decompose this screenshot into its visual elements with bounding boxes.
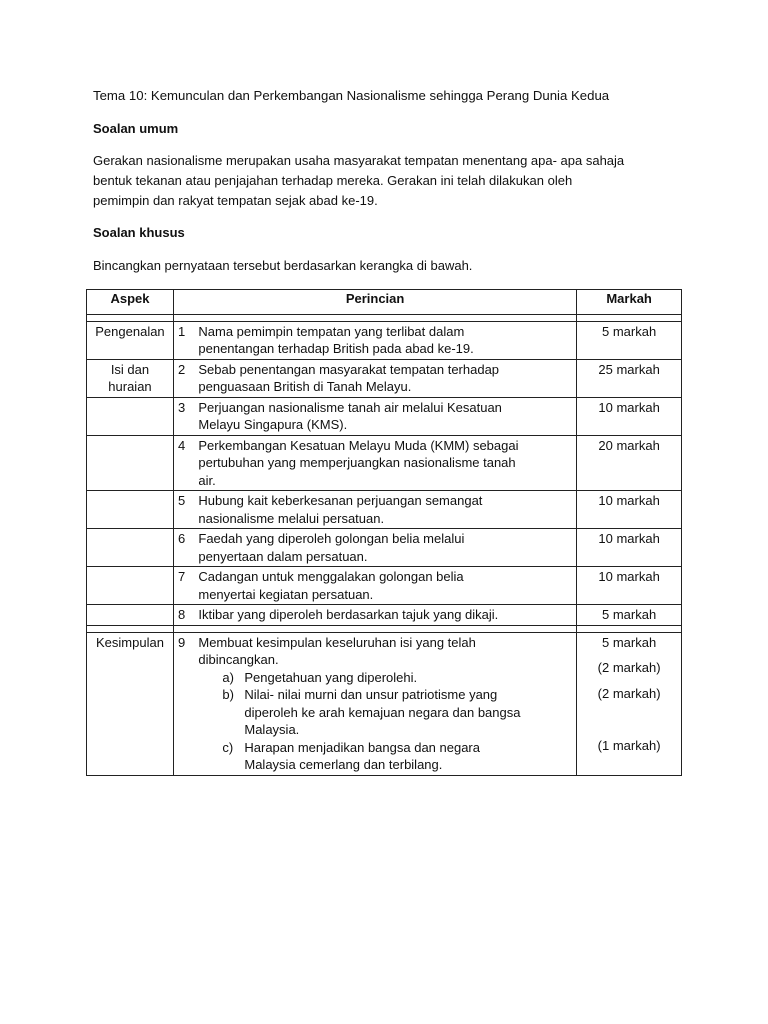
row-number: 7 <box>173 567 194 605</box>
sub-item <box>198 686 572 739</box>
perincian-line: Faedah yang diperoleh golongan belia melalui <box>198 531 465 546</box>
perincian-cell <box>194 435 576 491</box>
aspek-cell: Pengenalan <box>87 321 174 359</box>
perincian-line: Melayu Singapura (KMS). <box>198 417 348 432</box>
markah-cell: 5 markah <box>577 321 682 359</box>
table-row <box>87 321 682 359</box>
sub-item-text <box>244 686 572 739</box>
perincian-line: Nama pemimpin tempatan yang terlibat dalam <box>198 323 465 339</box>
row-number: 8 <box>173 605 194 626</box>
sub-item <box>198 739 572 774</box>
perincian-cell <box>194 491 576 529</box>
perincian-cell <box>194 567 576 605</box>
para-line: pemimpin dan rakyat tempatan sejak abad ke-19. <box>93 193 378 208</box>
table-spacer-row <box>87 314 682 321</box>
markah-cell: 10 markah <box>577 397 682 435</box>
perincian-line: nasionalisme melalui persatuan. <box>198 510 385 526</box>
aspek-cell: Kesimpulan <box>87 632 174 775</box>
table-row <box>87 359 682 397</box>
row-number: 1 <box>173 321 194 359</box>
perincian-line: pertubuhan yang memperjuangkan nasionalisme tanah <box>198 455 516 470</box>
sub-item <box>198 669 572 687</box>
table-row <box>87 491 682 529</box>
markah-main: 5 markah <box>602 634 657 650</box>
aspek-line: Isi dan <box>110 361 150 377</box>
perincian-cell <box>194 359 576 397</box>
table-row <box>87 529 682 567</box>
para-line: Gerakan nasionalisme merupakan usaha masyarakat tempatan menentang apa- apa sahaja <box>93 153 625 168</box>
table-row <box>87 435 682 491</box>
perincian-line: Cadangan untuk menggalakan golongan belia <box>198 569 464 584</box>
aspek-cell <box>87 529 174 567</box>
soalan-umum-paragraph <box>93 151 693 211</box>
perincian-line: penguasaan British di Tanah Melayu. <box>198 379 412 394</box>
sub-item-line: Malaysia cemerlang dan terbilang. <box>244 757 443 772</box>
table-row <box>87 605 682 626</box>
table-row <box>87 567 682 605</box>
page-title: Tema 10: Kemunculan dan Perkembangan Nasionalisme sehingga Perang Dunia Kedua <box>93 88 610 103</box>
marking-table <box>86 289 682 776</box>
row-number: 2 <box>173 359 194 397</box>
perincian-line: Perkembangan Kesatuan Melayu Muda (KMM) sebagai <box>198 437 519 453</box>
sub-item-line: Nilai- nilai murni dan unsur patriotisme yang <box>244 687 498 702</box>
sub-item-label: a) <box>222 669 234 685</box>
perincian-line: air. <box>198 472 216 488</box>
sub-item-line: Pengetahuan yang diperolehi. <box>244 669 418 685</box>
heading-soalan-khusus: Soalan khusus <box>93 225 185 240</box>
row-number: 9 <box>173 632 194 775</box>
markah-cell: 5 markah <box>577 605 682 626</box>
row-number: 3 <box>173 397 194 435</box>
table-spacer-row <box>87 625 682 632</box>
header-aspek: Aspek <box>87 290 174 315</box>
sub-item-text <box>244 739 572 774</box>
para-line: bentuk tekanan atau penjajahan terhadap mereka. Gerakan ini telah dilakukan oleh <box>93 173 573 188</box>
aspek-cell <box>87 605 174 626</box>
header-perincian: Perincian <box>173 290 576 315</box>
table-row-kesimpulan <box>87 632 682 775</box>
sub-item-label: b) <box>222 687 234 702</box>
perincian-line: Iktibar yang diperoleh berdasarkan tajuk yang dikaji. <box>198 607 499 622</box>
sub-item-line: Harapan menjadikan bangsa dan negara <box>244 739 480 755</box>
sub-item-label: c) <box>222 739 234 755</box>
perincian-line: penentangan terhadap British pada abad ke-19. <box>198 341 474 356</box>
instruction-text: Bincangkan pernyataan tersebut berdasarkan kerangka di bawah. <box>93 258 473 273</box>
perincian-cell <box>194 529 576 567</box>
perincian-cell <box>194 397 576 435</box>
perincian-cell <box>194 605 576 626</box>
markah-sub: (2 markah) <box>597 685 661 701</box>
markah-cell: 10 markah <box>577 567 682 605</box>
table-row <box>87 397 682 435</box>
markah-sub: (1 markah) <box>597 738 661 753</box>
aspek-cell <box>87 567 174 605</box>
perincian-line: Hubung kait keberkesanan perjuangan semangat <box>198 493 483 508</box>
header-markah: Markah <box>577 290 682 315</box>
perincian-line: Membuat kesimpulan keseluruhan isi yang telah <box>198 634 476 650</box>
markah-cell <box>577 632 682 775</box>
markah-cell: 10 markah <box>577 491 682 529</box>
perincian-line: menyertai kegiatan persatuan. <box>198 586 374 602</box>
perincian-cell <box>194 321 576 359</box>
aspek-cell <box>87 359 174 397</box>
heading-soalan-umum: Soalan umum <box>93 121 179 136</box>
aspek-cell <box>87 491 174 529</box>
perincian-line: penyertaan dalam persatuan. <box>198 548 368 564</box>
table-header-row <box>87 290 682 315</box>
aspek-cell <box>87 397 174 435</box>
perincian-line: Sebab penentangan masyarakat tempatan terhadap <box>198 361 500 377</box>
aspek-line: huraian <box>108 379 152 394</box>
markah-cell: 25 markah <box>577 359 682 397</box>
row-number: 4 <box>173 435 194 491</box>
markah-cell: 10 markah <box>577 529 682 567</box>
markah-sub: (2 markah) <box>597 660 661 675</box>
row-number: 6 <box>173 529 194 567</box>
aspek-cell <box>87 435 174 491</box>
perincian-line: Perjuangan nasionalisme tanah air melalui Kesatuan <box>198 399 502 415</box>
sub-item-text <box>244 669 572 687</box>
sub-item-line: Malaysia. <box>244 722 300 737</box>
sub-item-line: diperoleh ke arah kemajuan negara dan bangsa <box>244 704 521 720</box>
perincian-line: dibincangkan. <box>198 652 279 667</box>
perincian-cell <box>194 632 576 775</box>
row-number: 5 <box>173 491 194 529</box>
markah-cell: 20 markah <box>577 435 682 491</box>
